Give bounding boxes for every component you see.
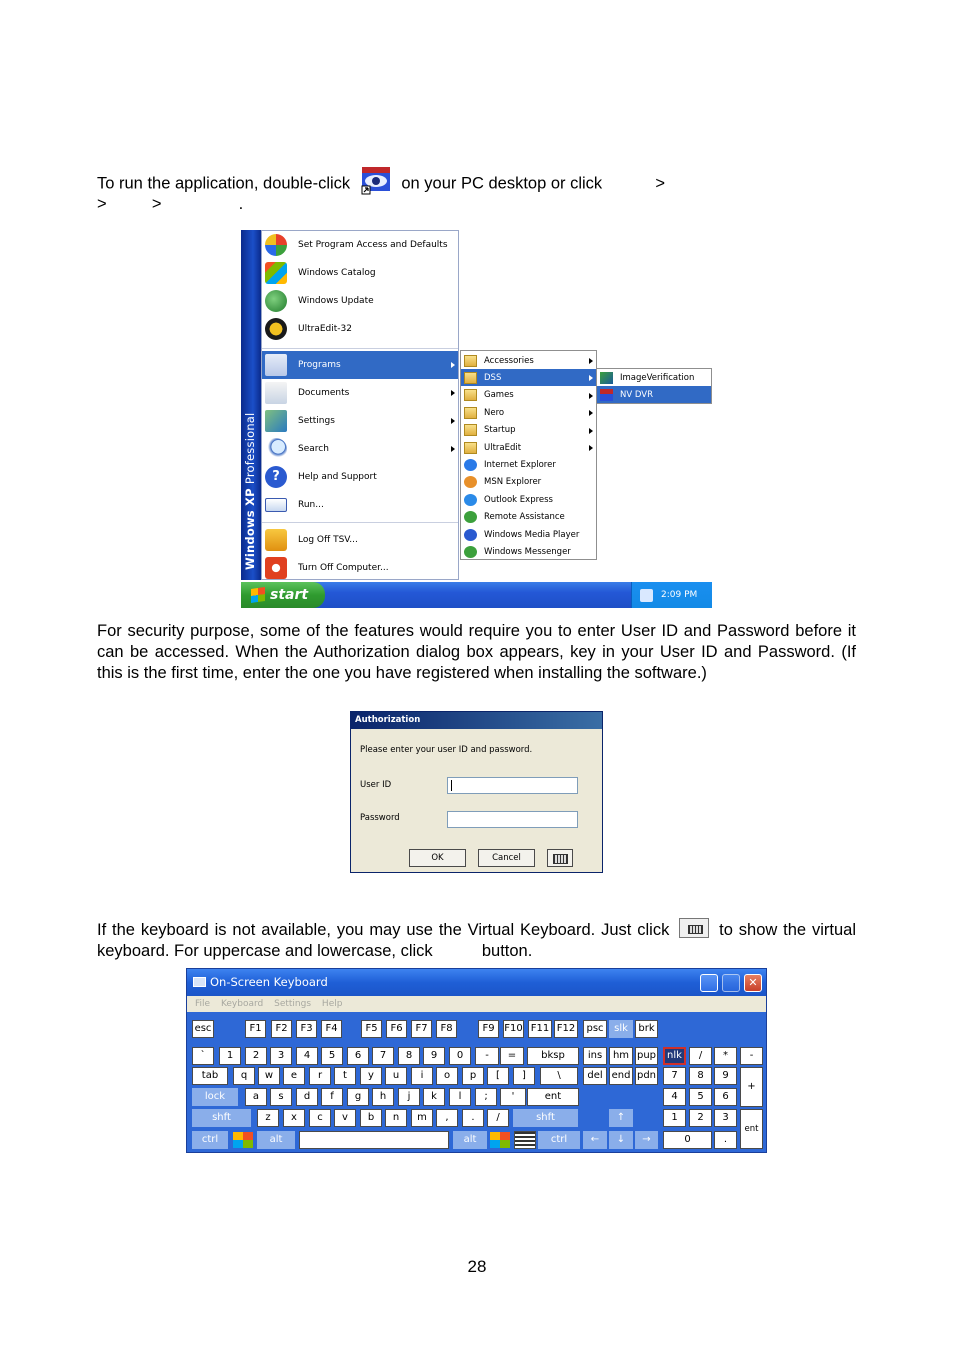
key-lock[interactable]: lock (192, 1088, 238, 1106)
key-r[interactable]: r (309, 1067, 331, 1085)
menu-help[interactable]: Help (321, 999, 343, 1009)
submenu-item-label: MSN Explorer (484, 477, 542, 488)
key-F7[interactable]: F7 (411, 1020, 432, 1038)
submenu-item-accessories[interactable] (461, 352, 596, 369)
key-t[interactable]: t (334, 1067, 356, 1085)
key-symbol[interactable]: * (714, 1047, 737, 1065)
key-symbol[interactable]: / (689, 1047, 712, 1065)
osk-title: On-Screen Keyboard (210, 975, 328, 989)
submenu-item-internet-explorer[interactable] (461, 456, 596, 473)
menu-item-label: Windows Update (298, 296, 374, 306)
key-e[interactable]: e (283, 1067, 305, 1085)
submenu-arrow-icon (589, 428, 593, 434)
menu-item-run[interactable] (262, 491, 458, 519)
menu-item-label: ImageVerification (620, 372, 695, 383)
osk-keys (187, 1012, 766, 1152)
menu-item-label: Documents (298, 388, 350, 398)
text-cursor (451, 780, 452, 791)
menu-item-nv-dvr[interactable] (597, 386, 711, 403)
close-button[interactable]: ✕ (744, 974, 762, 992)
submenu-arrow-icon (589, 393, 593, 399)
key-0[interactable]: 0 (449, 1047, 471, 1065)
windows-flag-icon (251, 587, 265, 603)
programs-submenu (460, 350, 597, 560)
key-f[interactable]: f (321, 1088, 343, 1106)
folder-icon (464, 389, 477, 401)
menu-keyboard[interactable]: Keyboard (220, 999, 264, 1009)
key-nlk[interactable]: nlk (663, 1047, 686, 1065)
start-button[interactable] (241, 582, 325, 608)
submenu-item-windows-messenger[interactable] (461, 543, 596, 560)
key-1[interactable]: 1 (219, 1047, 241, 1065)
keyboard-icon (679, 918, 709, 938)
key-v[interactable]: v (334, 1109, 356, 1127)
start-menu-screenshot (241, 230, 712, 608)
key-shft[interactable]: shft (513, 1109, 578, 1127)
key-1[interactable]: 1 (663, 1109, 686, 1127)
intro-line2-sep-1: > (97, 195, 107, 213)
menu-item-label: Windows Catalog (298, 268, 376, 278)
key-d[interactable]: d (296, 1088, 318, 1106)
key-symbol[interactable]: . (714, 1131, 737, 1149)
dialog-title: Authorization (351, 712, 602, 729)
submenu-item-label: Internet Explorer (484, 459, 556, 470)
key-F3[interactable]: F3 (296, 1020, 317, 1038)
banner-bold: Windows XP (243, 488, 257, 570)
app-icon (464, 494, 477, 506)
key-p[interactable]: p (462, 1067, 484, 1085)
keyboard-button[interactable] (547, 849, 573, 867)
keyboard-paragraph (97, 920, 856, 962)
key-bksp[interactable]: bksp (527, 1047, 579, 1065)
system-tray (631, 582, 712, 608)
submenu-item-label: UltraEdit (484, 442, 522, 453)
menu-item-label: UltraEdit-32 (298, 324, 352, 334)
key-ctrl[interactable]: ctrl (538, 1131, 580, 1149)
key-brk[interactable]: brk (635, 1020, 658, 1038)
submenu-arrow-icon (451, 446, 455, 452)
key-i[interactable]: i (411, 1067, 433, 1085)
key-symbol[interactable]: , (436, 1109, 458, 1127)
key-q[interactable]: q (233, 1067, 255, 1085)
menu-item-label: Turn Off Computer... (298, 563, 389, 573)
submenu-item-msn-explorer[interactable] (461, 474, 596, 491)
key-8[interactable]: 8 (398, 1047, 420, 1065)
key-symbol[interactable]: - (740, 1047, 763, 1065)
key-y[interactable]: y (360, 1067, 382, 1085)
keyboard-text-1: If the keyboard is not available, you may use the Virtual Keyboard. Just click (97, 921, 670, 939)
key-u[interactable]: u (385, 1067, 407, 1085)
folder-icon (464, 407, 477, 419)
keyboard-icon (553, 854, 568, 864)
key-j[interactable]: j (398, 1088, 420, 1106)
submenu-item-label: Nero (484, 407, 505, 418)
key-F11[interactable]: F11 (528, 1020, 552, 1038)
key-3[interactable]: 3 (270, 1047, 292, 1065)
key-symbol[interactable]: = (500, 1047, 524, 1065)
key-F6[interactable]: F6 (386, 1020, 407, 1038)
key-3[interactable]: 3 (714, 1109, 737, 1127)
logoff-icon (265, 529, 287, 551)
run-icon (265, 498, 287, 512)
menu-item-windows-catalog[interactable] (262, 259, 458, 287)
submenu-item-label: DSS (484, 372, 502, 383)
submenu-item-games[interactable] (461, 387, 596, 404)
submenu-item-label: Windows Media Player (484, 529, 580, 540)
menu-key-icon[interactable] (514, 1131, 536, 1149)
key-ins[interactable]: ins (583, 1047, 607, 1065)
key-g[interactable]: g (347, 1088, 369, 1106)
submenu-arrow-icon (589, 375, 593, 381)
key-7[interactable]: 7 (663, 1067, 686, 1085)
menu-settings[interactable]: Settings (274, 999, 312, 1009)
key-F2[interactable]: F2 (271, 1020, 292, 1038)
dss-submenu (596, 368, 712, 404)
menu-item-label: Run... (298, 500, 324, 510)
menu-item-label: Log Off TSV... (298, 535, 358, 545)
key-symbol[interactable]: - (475, 1047, 499, 1065)
submenu-item-ultraedit[interactable] (461, 439, 596, 456)
menu-item-label: Help and Support (298, 472, 377, 482)
key-F1[interactable]: F1 (245, 1020, 266, 1038)
space-key[interactable] (299, 1131, 449, 1149)
intro-line-2 (97, 194, 243, 215)
menu-item-logoff[interactable] (262, 526, 458, 554)
key-symbol[interactable]: ↑ (609, 1109, 633, 1127)
submenu-item-label: Windows Messenger (484, 546, 571, 557)
key-slk[interactable]: slk (609, 1020, 633, 1038)
submenu-item-startup[interactable] (461, 422, 596, 439)
programs-icon (265, 354, 287, 376)
taskbar (241, 582, 712, 608)
network-tray-icon[interactable] (640, 589, 653, 602)
key-symbol[interactable]: ] (513, 1067, 535, 1085)
start-label: start (270, 587, 309, 603)
keyboard-text-2: to show the virtual keyboard. For uppercase and lowercase, click (97, 921, 856, 960)
app-icon (464, 511, 477, 523)
key-F8[interactable]: F8 (436, 1020, 457, 1038)
key-psc[interactable]: psc (583, 1020, 607, 1038)
folder-icon (464, 355, 477, 367)
key-F10[interactable]: F10 (503, 1020, 524, 1038)
key-pdn[interactable]: pdn (635, 1067, 658, 1085)
submenu-arrow-icon (589, 358, 593, 364)
submenu-arrow-icon (451, 362, 455, 368)
help-icon: ? (265, 466, 287, 488)
key-hm[interactable]: hm (609, 1047, 633, 1065)
submenu-arrow-icon (589, 445, 593, 451)
key-tab[interactable]: tab (192, 1067, 228, 1085)
power-icon (265, 557, 287, 579)
app-icon (464, 529, 477, 541)
menu-item-label: Settings (298, 416, 335, 426)
key-symbol[interactable]: . (462, 1109, 484, 1127)
user-id-input[interactable] (447, 777, 578, 794)
key-l[interactable]: l (449, 1088, 471, 1106)
folder-icon (464, 372, 477, 384)
ultraedit-icon (265, 318, 287, 340)
menu-item-label: Set Program Access and Defaults (298, 240, 448, 250)
submenu-item-dss[interactable] (461, 369, 596, 386)
key-2[interactable]: 2 (245, 1047, 267, 1065)
key-esc[interactable]: esc (192, 1020, 214, 1038)
key-pup[interactable]: pup (635, 1047, 658, 1065)
password-label: Password (360, 813, 400, 823)
minimize-button[interactable] (700, 974, 718, 992)
key-symbol[interactable]: \ (540, 1067, 578, 1085)
clock: 2:09 PM (661, 590, 698, 600)
menu-item-programs[interactable] (262, 351, 458, 379)
app-icon (464, 476, 477, 488)
documents-icon (265, 382, 287, 404)
windows-key-icon[interactable] (232, 1131, 254, 1149)
intro-separator: > (655, 174, 666, 193)
key-o[interactable]: o (436, 1067, 458, 1085)
maximize-button[interactable] (722, 974, 740, 992)
start-menu-side-banner (241, 230, 261, 580)
keyboard-window-icon (193, 977, 206, 987)
key-n[interactable]: n (385, 1109, 407, 1127)
program-access-icon (265, 234, 287, 256)
intro-text-2: on your PC desktop or click (401, 174, 603, 193)
dialog-prompt: Please enter your user ID and password. (360, 745, 533, 755)
menu-item-search[interactable] (262, 435, 458, 463)
folder-icon (464, 442, 477, 454)
start-menu-main (261, 230, 459, 580)
key-5[interactable]: 5 (689, 1088, 712, 1106)
key-ent[interactable]: ent (740, 1109, 763, 1149)
app-icon (464, 459, 477, 471)
key-c[interactable]: c (309, 1109, 331, 1127)
key-a[interactable]: a (245, 1088, 267, 1106)
key-h[interactable]: h (372, 1088, 394, 1106)
banner-light: Professional (243, 412, 257, 485)
key-b[interactable]: b (360, 1109, 382, 1127)
menu-item-help[interactable] (262, 463, 458, 491)
key-symbol[interactable]: ← (583, 1131, 607, 1149)
menu-file[interactable]: File (195, 999, 211, 1009)
page-number: 28 (467, 1257, 487, 1276)
submenu-arrow-icon (589, 410, 593, 416)
key-symbol[interactable]: + (740, 1067, 763, 1107)
key-symbol[interactable]: / (487, 1109, 509, 1127)
submenu-item-remote-assistance[interactable] (461, 509, 596, 526)
key-4[interactable]: 4 (296, 1047, 318, 1065)
key-2[interactable]: 2 (689, 1109, 712, 1127)
key-m[interactable]: m (411, 1109, 433, 1127)
windows-update-icon (265, 290, 287, 312)
app-icon (464, 546, 477, 558)
submenu-item-outlook-express[interactable] (461, 491, 596, 508)
key-F4[interactable]: F4 (321, 1020, 342, 1038)
windows-key-icon[interactable] (489, 1131, 511, 1149)
submenu-item-label: Accessories (484, 355, 534, 366)
key-symbol[interactable]: → (635, 1131, 658, 1149)
user-id-label: User ID (360, 780, 392, 790)
submenu-arrow-icon (451, 390, 455, 396)
menu-item-settings[interactable] (262, 407, 458, 435)
submenu-item-windows-media-player[interactable] (461, 526, 596, 543)
key-alt[interactable]: alt (257, 1131, 295, 1149)
menu-item-image-verification[interactable] (597, 369, 711, 386)
submenu-item-label: Games (484, 390, 514, 401)
password-input[interactable] (447, 811, 578, 828)
cancel-button[interactable]: Cancel (478, 849, 535, 867)
key-s[interactable]: s (270, 1088, 292, 1106)
menu-item-label: Search (298, 444, 329, 454)
submenu-item-label: Outlook Express (484, 494, 553, 505)
intro-text-1: To run the application, double-click (97, 174, 351, 193)
menu-item-label: NV DVR (620, 389, 653, 400)
menu-item-windows-update[interactable] (262, 287, 458, 315)
key-9[interactable]: 9 (714, 1067, 737, 1085)
security-paragraph: For security purpose, some of the features would require you to enter User ID and Password before it can be accessed. When the Authorization dialog box appears, key in your User ID and Password. (If this is the first time, enter the one you have registered when installing the software.) (97, 622, 856, 682)
menu-item-program-access[interactable] (262, 231, 458, 259)
search-icon (265, 438, 287, 460)
menu-separator (262, 522, 458, 523)
key-5[interactable]: 5 (321, 1047, 343, 1065)
intro-line2-sep-2: > (151, 195, 162, 213)
submenu-item-label: Startup (484, 425, 516, 436)
osk-menu-bar (187, 996, 766, 1012)
key-alt[interactable]: alt (453, 1131, 487, 1149)
nv-dvr-desktop-icon (361, 167, 391, 195)
key-F9[interactable]: F9 (478, 1020, 499, 1038)
key-k[interactable]: k (423, 1088, 445, 1106)
on-screen-keyboard (186, 968, 767, 1153)
key-del[interactable]: del (583, 1067, 607, 1085)
key-7[interactable]: 7 (372, 1047, 394, 1065)
settings-icon (265, 410, 287, 432)
windows-catalog-icon (265, 262, 287, 284)
menu-item-label: Programs (298, 360, 341, 370)
key-symbol[interactable]: ` (192, 1047, 214, 1065)
key-end[interactable]: end (609, 1067, 633, 1085)
key-6[interactable]: 6 (714, 1088, 737, 1106)
key-F5[interactable]: F5 (361, 1020, 382, 1038)
osk-title-bar (187, 969, 766, 996)
folder-icon (464, 424, 477, 436)
nv-dvr-icon (600, 389, 613, 401)
key-6[interactable]: 6 (347, 1047, 369, 1065)
key-4[interactable]: 4 (663, 1088, 686, 1106)
menu-item-ultraedit[interactable] (262, 315, 458, 343)
key-w[interactable]: w (258, 1067, 280, 1085)
key-F12[interactable]: F12 (554, 1020, 578, 1038)
ok-button[interactable]: OK (409, 849, 466, 867)
menu-item-turn-off[interactable] (262, 554, 458, 582)
menu-separator (262, 348, 458, 349)
key-z[interactable]: z (257, 1109, 279, 1127)
keyboard-text-3: button. (481, 942, 533, 960)
key-symbol[interactable]: ' (500, 1088, 526, 1106)
authorization-dialog (350, 711, 603, 873)
key-symbol[interactable]: ; (475, 1088, 497, 1106)
key-ent[interactable]: ent (527, 1088, 579, 1106)
key-x[interactable]: x (283, 1109, 305, 1127)
key-shft[interactable]: shft (192, 1109, 251, 1127)
key-symbol[interactable]: ↓ (609, 1131, 633, 1149)
key-9[interactable]: 9 (423, 1047, 445, 1065)
menu-item-documents[interactable] (262, 379, 458, 407)
key-symbol[interactable]: [ (487, 1067, 509, 1085)
submenu-arrow-icon (451, 418, 455, 424)
image-verification-icon (600, 372, 613, 384)
intro-line2-period: . (238, 195, 244, 213)
key-ctrl[interactable]: ctrl (192, 1131, 228, 1149)
key-0[interactable]: 0 (663, 1131, 712, 1149)
key-8[interactable]: 8 (689, 1067, 712, 1085)
submenu-item-label: Remote Assistance (484, 512, 565, 523)
submenu-item-nero[interactable] (461, 404, 596, 421)
